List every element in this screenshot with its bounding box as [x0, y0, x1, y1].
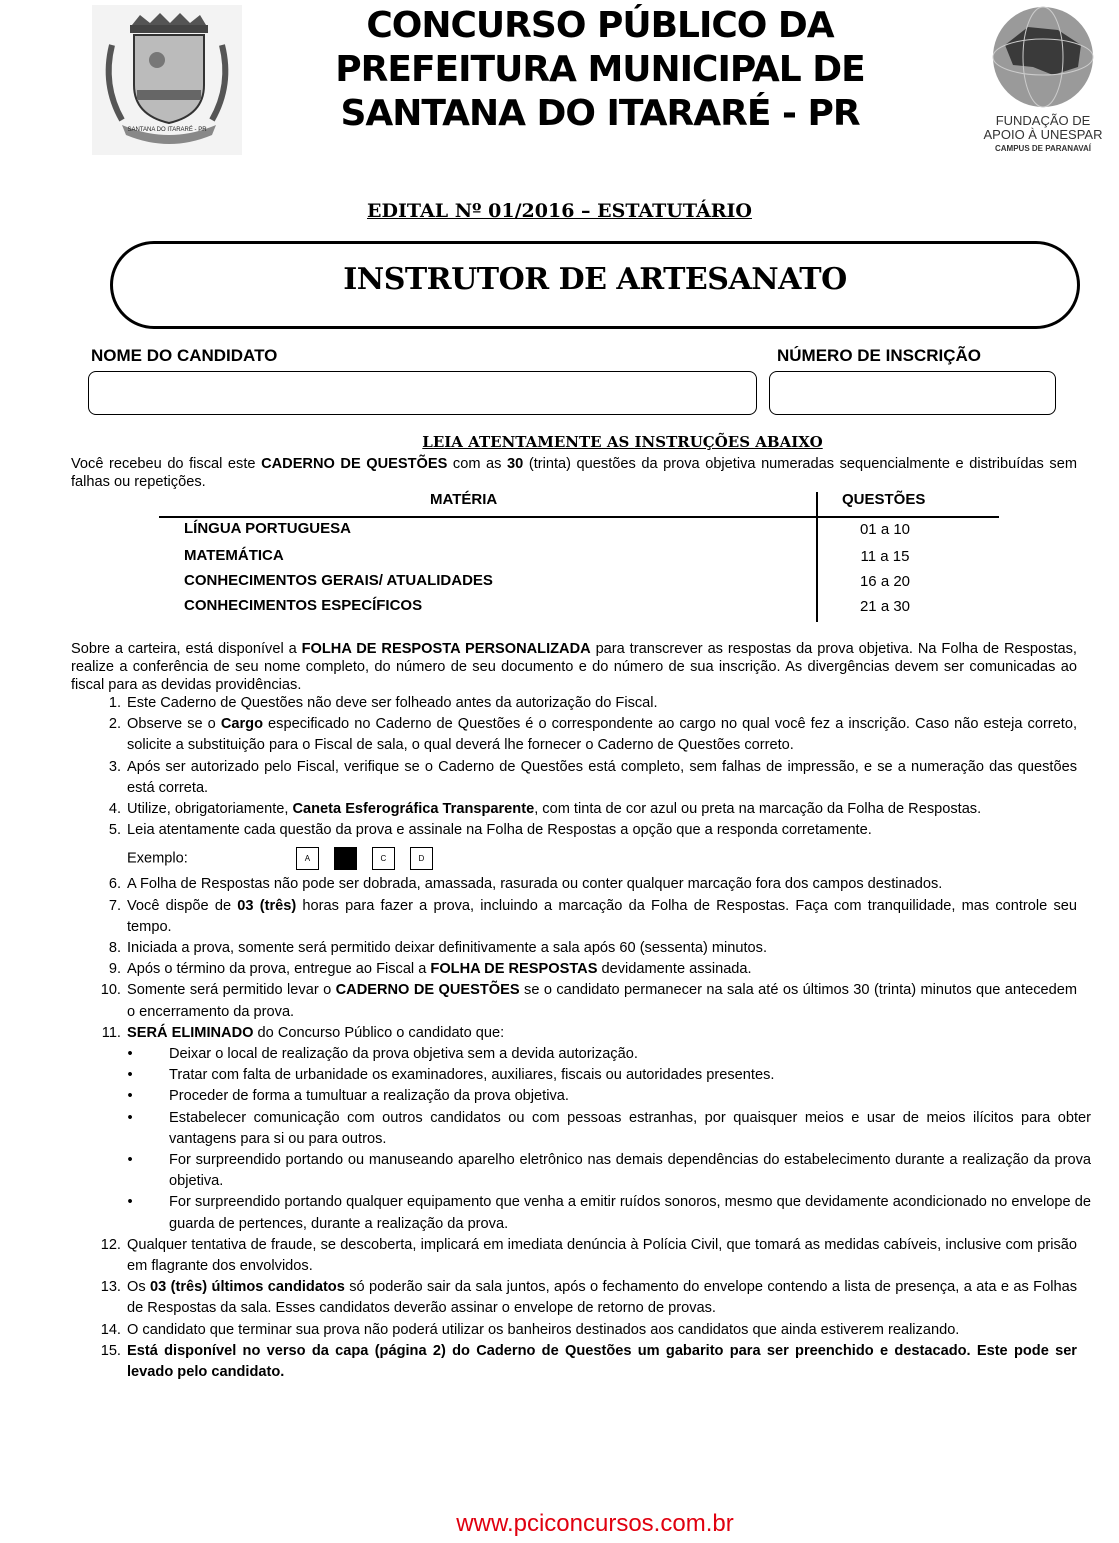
item-text-part: se o candidato permanecer na sala até os últimos 30 (trinta) minutos que antecedem o encerramento da prova. [127, 982, 1077, 1020]
item-number: 7. [108, 897, 121, 914]
instruction-list [71, 693, 1119, 1383]
candidate-name-field[interactable] [88, 371, 757, 415]
item-bold: FOLHA DE RESPOSTAS [430, 961, 598, 978]
table-row-questoes: 21 a 30 [859, 598, 911, 615]
item-number: 1. [108, 695, 121, 711]
item-text-part: só poderão sair da sala juntos, após o fechamento do envelope contendo a lista de presença, a ata e as Folhas de Respostas da sala. Esses candidatos deverão assinar o envelope de retorno de provas. [127, 1279, 1077, 1317]
item-bold: Cargo [220, 716, 263, 733]
coat-of-arms-text: SANTANA DO ITARARÉ - PR [127, 127, 207, 133]
table-row-questoes: 11 a 15 [860, 548, 910, 565]
item-number: 8. [108, 940, 121, 957]
bullet-item [127, 1065, 1119, 1086]
table-header-questoes: QUESTÕES [842, 491, 926, 508]
bullet-text: Estabelecer comunicação com outros candidatos ou com pessoas estranhas, por quaisquer meios e usar de meios ilícitos para obter vantagens para si ou para outros. [169, 1109, 1091, 1147]
intro-paragraph [71, 455, 1077, 491]
bullet-item [127, 1108, 1119, 1150]
footer-website-link[interactable]: www.pciconcursos.com.br [456, 1510, 734, 1537]
item-text [127, 1023, 1077, 1044]
item-text-part: devidamente assinada. [601, 961, 752, 978]
title-line-2: PREFEITURA MUNICIPAL DE [335, 49, 865, 90]
folha-bold-1: FOLHA DE RESPOSTA PERSONALIZADA [301, 641, 591, 657]
item-number: 9. [108, 961, 121, 978]
item-number: 11. [101, 1024, 121, 1041]
edital-heading: EDITAL Nº 01/2016 – ESTATUTÁRIO [367, 200, 752, 222]
item-text [127, 820, 1077, 874]
bullet-text: Tratar com falta de urbanidade os examinadores, auxiliares, fiscais ou autoridades presentes. [169, 1067, 775, 1084]
item-text: O candidato que terminar sua prova não poderá utilizar os banheiros destinados aos candidatos que ainda estiverem realizando. [127, 1321, 960, 1338]
registration-number-label: NÚMERO DE INSCRIÇÃO [777, 346, 982, 365]
example-option-marked [334, 847, 357, 870]
example-option-d: D [410, 847, 433, 870]
bullet-icon: • [127, 1194, 133, 1211]
example-label: Exemplo: [127, 850, 188, 867]
fundacao-line-2: APOIO À UNESPAR [983, 127, 1103, 142]
list-item [71, 693, 1119, 714]
title-line-3: SANTANA DO ITARARÉ - PR [340, 93, 860, 134]
list-item [71, 799, 1119, 820]
candidate-name-label: NOME DO CANDIDATO [91, 346, 278, 365]
example-answer-options [296, 847, 448, 870]
item-text-part: do Concurso Público o candidato que: [257, 1024, 505, 1041]
item-text [127, 980, 1077, 1022]
item-number: 10. [100, 982, 121, 999]
folha-text-2: para transcrever as respostas da prova objetiva. Na Folha de Respostas, realize a conferência de seu nome completo, do número de seu documento e do número de sua inscrição. As divergências devem ser comunicadas ao fiscal para as devidas providências. [71, 641, 1077, 693]
bullet-item [127, 1044, 1119, 1065]
list-item [71, 938, 1119, 959]
list-item [71, 1277, 1119, 1319]
list-item [71, 980, 1119, 1022]
table-row-materia: MATEMÁTICA [184, 547, 284, 564]
item-number: 5. [108, 822, 121, 839]
item-number: 6. [108, 876, 121, 893]
item-text-part: Os [127, 1279, 146, 1296]
bullet-item [127, 1192, 1119, 1234]
item-bold: 03 (três) últimos candidatos [150, 1279, 345, 1296]
bullet-text: For surpreendido portando qualquer equipamento que venha a emitir ruídos sonoros, mesmo que devidamente acondicionado no envelope de guarda de pertences, durante a realização da prova. [169, 1194, 1091, 1232]
table-row-materia: CONHECIMENTOS ESPECÍFICOS [184, 597, 423, 614]
item-text-part: Leia atentamente cada questão da prova e assinale na Folha de Respostas a opção que a responda corretamente. [127, 822, 872, 839]
bullet-icon: • [127, 1152, 133, 1169]
cargo-title: INSTRUTOR DE ARTESANATO [343, 262, 847, 297]
example-option-a: A [296, 847, 319, 870]
item-bold: SERÁ ELIMINADO [127, 1024, 254, 1041]
table-row-questoes: 16 a 20 [859, 573, 911, 590]
table-row-materia: CONHECIMENTOS GERAIS/ ATUALIDADES [184, 572, 493, 589]
item-text-part: Observe se o [127, 716, 216, 733]
list-item [71, 757, 1119, 799]
table-row-materia: LÍNGUA PORTUGUESA [184, 520, 351, 537]
item-bold: Caneta Esferográfica Transparente [292, 801, 535, 818]
fundacao-line-1: FUNDAÇÃO DE [995, 113, 1091, 128]
item-text [127, 896, 1077, 938]
list-item [71, 820, 1119, 874]
list-item [71, 874, 1119, 895]
registration-number-field[interactable] [769, 371, 1056, 415]
item-text-part: , com tinta de cor azul ou preta na marcação da Folha de Respostas. [534, 801, 982, 818]
bullet-icon: • [127, 1046, 133, 1063]
item-bold: Está disponível no verso da capa (página 2) do Caderno de Questões um gabarito para ser preenchido e destacado. Este pode ser levado pelo candidato. [127, 1342, 1077, 1381]
item-number: 15. [100, 1342, 121, 1359]
item-text-part: Utilize, obrigatoriamente, [127, 801, 289, 818]
bullet-text: Proceder de forma a tumultuar a realização da prova objetiva. [169, 1088, 569, 1105]
globe-icon [983, 5, 1103, 115]
contest-title [300, 4, 900, 136]
intro-text-3: (trinta) questões da prova objetiva numeradas sequencialmente e distribuídas sem falhas ou repetições. [71, 456, 1077, 490]
instructions-heading: LEIA ATENTAMENTE AS INSTRUÇÕES ABAIXO [422, 433, 823, 451]
fundacao-line-3: CAMPUS DE PARANAVAÍ [994, 144, 1091, 153]
item-text [127, 1341, 1077, 1383]
item-text: Qualquer tentativa de fraude, se descoberta, implicará em imediata denúncia à Polícia Civil, que tomará as medidas cabíveis, inclusive com prisão em flagrante dos envolvidos. [127, 1236, 1077, 1275]
item-number: 3. [108, 758, 121, 775]
municipal-coat-of-arms [92, 5, 242, 155]
table-row-questoes: 01 a 10 [859, 521, 911, 538]
item-number: 12. [100, 1236, 121, 1253]
bullet-icon: • [127, 1109, 133, 1126]
table-divider-horizontal [159, 516, 999, 518]
intro-text-2: com as [452, 456, 502, 472]
item-text-part: Você dispõe de [127, 897, 232, 914]
item-text-part: especificado no Caderno de Questões é o correspondente ao cargo no qual você fez a inscrição. Caso não esteja correto, solicite a substituição para o Fiscal de sala, o qual deverá lhe fornecer o Caderno de Questões correto. [127, 716, 1077, 754]
bullet-text: Deixar o local de realização da prova objetiva sem a devida autorização. [169, 1046, 638, 1063]
item-text: Este Caderno de Questões não deve ser folheado antes da autorização do Fiscal. [127, 695, 658, 711]
list-item [71, 1235, 1119, 1277]
elimination-list [127, 1044, 1119, 1235]
item-number: 13. [100, 1279, 121, 1296]
item-number: 2. [108, 716, 121, 733]
list-item [71, 1023, 1119, 1235]
bullet-icon: • [127, 1088, 133, 1105]
list-item [71, 1341, 1119, 1383]
item-text-part: Após o término da prova, entregue ao Fiscal a [127, 961, 427, 978]
list-item [71, 1320, 1119, 1341]
intro-bold-2: 30 [507, 456, 524, 472]
bullet-item [127, 1086, 1119, 1107]
item-bold: CADERNO DE QUESTÕES [335, 982, 520, 999]
list-item [71, 959, 1119, 980]
item-number: 14. [100, 1321, 121, 1338]
fundacao-logo [983, 5, 1103, 160]
bullet-icon: • [127, 1067, 133, 1084]
item-text [127, 714, 1077, 756]
item-bold: 03 (três) [237, 897, 297, 914]
bullet-item [127, 1150, 1119, 1192]
example-option-c: C [372, 847, 395, 870]
folha-text-1: Sobre a carteira, está disponível a [71, 641, 297, 657]
table-divider-vertical [816, 492, 818, 622]
item-text: Após ser autorizado pelo Fiscal, verifique se o Caderno de Questões está completo, sem falhas de impressão, e se a numeração das questões está correta. [127, 758, 1077, 796]
item-text-part: Somente será permitido levar o [127, 982, 332, 999]
item-text [127, 799, 1077, 820]
item-number: 4. [108, 801, 121, 818]
answer-sheet-paragraph [71, 640, 1077, 694]
bullet-text: For surpreendido portando ou manuseando aparelho eletrônico nas demais dependências do estabelecimento durante a realização da prova objetiva. [169, 1152, 1091, 1190]
table-header-materia: MATÉRIA [430, 491, 498, 508]
item-text [127, 959, 1077, 980]
item-text-part: horas para fazer a prova, incluindo a marcação da Folha de Respostas. Faça com tranquilidade, mas controle seu tempo. [127, 897, 1077, 935]
item-text: Iniciada a prova, somente será permitido deixar definitivamente a sala após 60 (sessenta) minutos. [127, 940, 768, 957]
list-item [71, 896, 1119, 938]
list-item [71, 714, 1119, 756]
title-line-1: CONCURSO PÚBLICO DA [366, 5, 834, 46]
item-text: A Folha de Respostas não pode ser dobrada, amassada, rasurada ou conter qualquer marcação fora dos campos destinados. [127, 876, 943, 893]
intro-bold-1: CADERNO DE QUESTÕES [261, 456, 448, 472]
item-text [127, 1277, 1077, 1319]
intro-text-1: Você recebeu do fiscal este [71, 456, 256, 472]
